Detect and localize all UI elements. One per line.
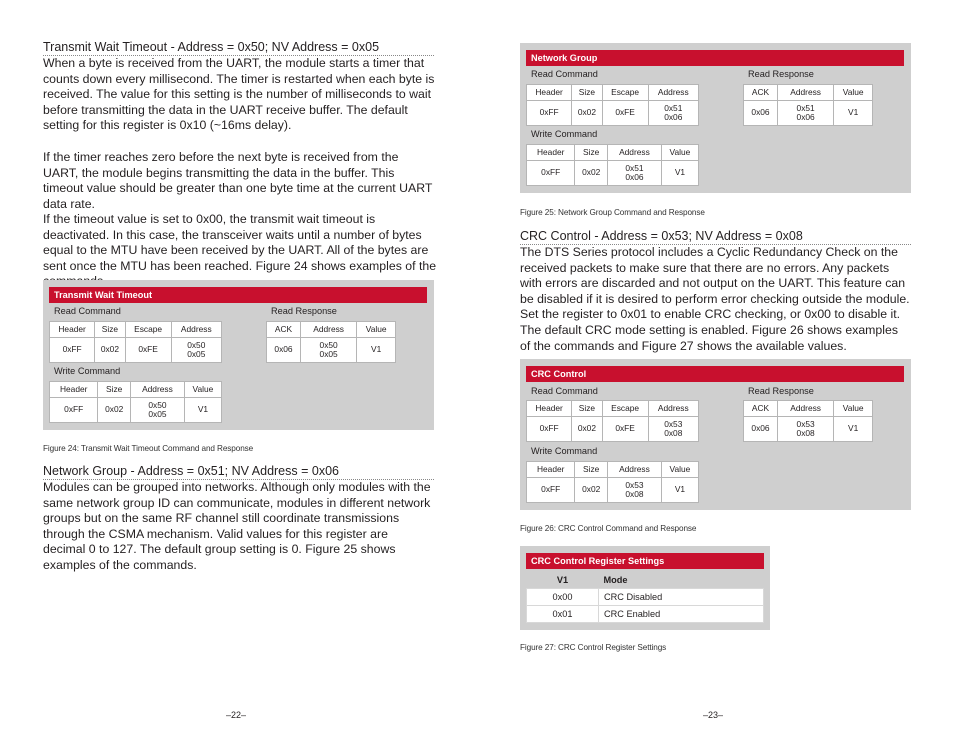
figure-caption: Figure 26: CRC Control Command and Response — [520, 524, 697, 533]
section-heading-crc-control: CRC Control - Address = 0x53; NV Address = 0x08 — [520, 229, 911, 245]
read-command-table — [526, 84, 699, 126]
table-cell: 0x53 0x08 — [778, 417, 834, 442]
table-header-cell: Escape — [602, 85, 648, 101]
figure-25 — [520, 43, 911, 193]
table-cell: 0xFF — [50, 338, 95, 363]
table-header-cell: Size — [98, 382, 131, 398]
table-cell: 0x06 — [744, 417, 778, 442]
table-header-cell: Header — [50, 322, 95, 338]
read-command-label: Read Command — [531, 386, 598, 396]
write-command-table — [526, 461, 699, 503]
table-header-cell: V1 — [556, 575, 569, 585]
table-header-cell: Address — [171, 322, 221, 338]
table-header-cell: ACK — [267, 322, 301, 338]
table-header-cell: Value — [184, 382, 221, 398]
table-cell: 0xFF — [527, 101, 572, 126]
table-cell: 0xFE — [602, 417, 648, 442]
table-header-cell: Mode — [603, 575, 628, 585]
table-cell: 0xFE — [125, 338, 171, 363]
table-cell: 0x00 — [527, 589, 599, 606]
table-cell: 0x50 0x05 — [301, 338, 357, 363]
figure-caption: Figure 25: Network Group Command and Response — [520, 208, 705, 217]
read-command-label: Read Command — [54, 306, 121, 316]
section-heading-transmit-wait-timeout: Transmit Wait Timeout - Address = 0x50; NV Address = 0x05 — [43, 40, 434, 56]
table-cell: 0x02 — [572, 417, 602, 442]
read-command-label: Read Command — [531, 69, 598, 79]
table-header-cell: Header — [527, 462, 575, 478]
table-row — [527, 589, 764, 606]
table-cell: 0x06 — [267, 338, 301, 363]
table-cell: 0x53 0x08 — [648, 417, 698, 442]
paragraph: The DTS Series protocol includes a Cyclic Redundancy Check on the received packets to make sure that there are no errors. Any packets with errors are discarded and not output on the UART. This feature can be disabled if it is desired to perform error checking outside the module. Set the register to 0x01 to enable CRC checking, or 0x00 to disable it. The default CRC mode setting is enabled. Figure 26 shows examples of the commands and Figure 27 shows the available values. — [520, 245, 910, 353]
table-cell: 0xFF — [527, 417, 572, 442]
paragraph: Modules can be grouped into networks. Although only modules with the same network group ID can communicate, modules in different network groups but on the same RF channel still coordinate transmissions through the CSMA mechanism. Valid values for this register are decimal 0 to 127. The default group setting is 0. Figure 25 shows examples of the commands. — [43, 480, 431, 572]
figure-title: Transmit Wait Timeout — [49, 287, 427, 303]
table-header-cell: Size — [575, 462, 608, 478]
table-cell: 0x01 — [527, 606, 599, 623]
page-number: –23– — [703, 710, 724, 720]
figure-caption: Figure 24: Transmit Wait Timeout Command and Response — [43, 444, 254, 453]
paragraph: If the timeout value is set to 0x00, the transmit wait timeout is deactivated. In this case, the transceiver waits until a number of bytes equal to the MTU have been received by the UART. All of the bytes are sent once the MTU has been reached. Figure 24 shows examples of the — [43, 212, 437, 273]
table-header-cell: Address — [778, 85, 834, 101]
table-cell: 0x53 0x08 — [607, 478, 661, 503]
figure-title: CRC Control — [526, 366, 904, 382]
table-header-cell: Address — [607, 145, 661, 161]
read-response-table — [743, 84, 873, 126]
table-header-cell: Value — [834, 85, 873, 101]
read-response-label: Read Response — [748, 386, 814, 396]
read-command-table — [526, 400, 699, 442]
table-header-cell: ACK — [744, 401, 778, 417]
table-cell: V1 — [661, 161, 698, 186]
table-cell: 0x02 — [575, 161, 608, 186]
write-command-table — [49, 381, 222, 423]
table-cell: V1 — [834, 417, 873, 442]
table-header-cell: Size — [572, 401, 602, 417]
table-row — [527, 606, 764, 623]
table-cell: 0x02 — [98, 398, 131, 423]
table-header-cell: Header — [527, 145, 575, 161]
table-cell: 0x51 0x06 — [778, 101, 834, 126]
table-header-cell: Size — [95, 322, 125, 338]
write-command-label: Write Command — [531, 446, 598, 456]
table-header-cell: Value — [357, 322, 396, 338]
table-cell: 0xFF — [527, 161, 575, 186]
table-header-cell: Escape — [125, 322, 171, 338]
figure-caption: Figure 27: CRC Control Register Settings — [520, 643, 667, 652]
read-response-table — [266, 321, 396, 363]
table-header-cell: Header — [527, 401, 572, 417]
read-response-table — [743, 400, 873, 442]
table-cell: CRC Disabled — [599, 589, 764, 606]
table-cell: V1 — [184, 398, 221, 423]
figure-title: CRC Control Register Settings — [526, 553, 764, 569]
write-command-label: Write Command — [54, 366, 121, 376]
table-cell: 0x51 0x06 — [648, 101, 698, 126]
table-header-cell: Address — [130, 382, 184, 398]
table-header-cell: Header — [50, 382, 98, 398]
table-header-cell: Address — [648, 401, 698, 417]
table-header-cell: Value — [661, 462, 698, 478]
paragraph: When a byte is received from the UART, the module starts a timer that counts down every millisecond. The timer is restarted when each byte is received. The value for this setting is the number of milliseconds to wait before transmitting the data in the UART receive buffer. The default setting for this register is 0x10 (~16ms delay). — [43, 56, 435, 133]
table-cell: 0xFF — [50, 398, 98, 423]
table-cell: 0xFF — [527, 478, 575, 503]
table-header-cell: Size — [575, 145, 608, 161]
write-command-table — [526, 144, 699, 186]
table-header-cell: Size — [572, 85, 602, 101]
table-header-cell: ACK — [744, 85, 778, 101]
figure-26 — [520, 359, 911, 510]
table-header-cell: Address — [301, 322, 357, 338]
table-header-cell: Address — [778, 401, 834, 417]
table-cell: 0x50 0x05 — [130, 398, 184, 423]
read-response-label: Read Response — [748, 69, 814, 79]
table-header-cell: Header — [527, 85, 572, 101]
table-cell: 0x50 0x05 — [171, 338, 221, 363]
table-cell: CRC Enabled — [599, 606, 764, 623]
table-cell: 0x02 — [95, 338, 125, 363]
table-header-cell: Address — [648, 85, 698, 101]
paragraph: If the timer reaches zero before the next byte is received from the UART, the module begins transmitting the data in the buffer. This timeout value should be greater than one byte time at the current UART data rate. — [43, 150, 433, 211]
figure-24 — [43, 280, 434, 430]
read-command-table — [49, 321, 222, 363]
table-cell: 0x02 — [575, 478, 608, 503]
table-cell: V1 — [661, 478, 698, 503]
table-header-cell: Escape — [602, 401, 648, 417]
table-cell: 0x02 — [572, 101, 602, 126]
table-header-cell: Value — [834, 401, 873, 417]
write-command-label: Write Command — [531, 129, 598, 139]
table-cell: V1 — [357, 338, 396, 363]
table-header-cell: Address — [607, 462, 661, 478]
page-number: –22– — [226, 710, 247, 720]
table-cell: V1 — [834, 101, 873, 126]
figure-title: Network Group — [526, 50, 904, 66]
crc-settings-table — [526, 572, 764, 623]
table-cell: 0xFE — [602, 101, 648, 126]
table-cell: 0x06 — [744, 101, 778, 126]
section-heading-network-group: Network Group - Address = 0x51; NV Address = 0x06 — [43, 464, 434, 480]
table-cell: 0x51 0x06 — [607, 161, 661, 186]
read-response-label: Read Response — [271, 306, 337, 316]
figure-27 — [520, 546, 770, 630]
table-header-cell: Value — [661, 145, 698, 161]
